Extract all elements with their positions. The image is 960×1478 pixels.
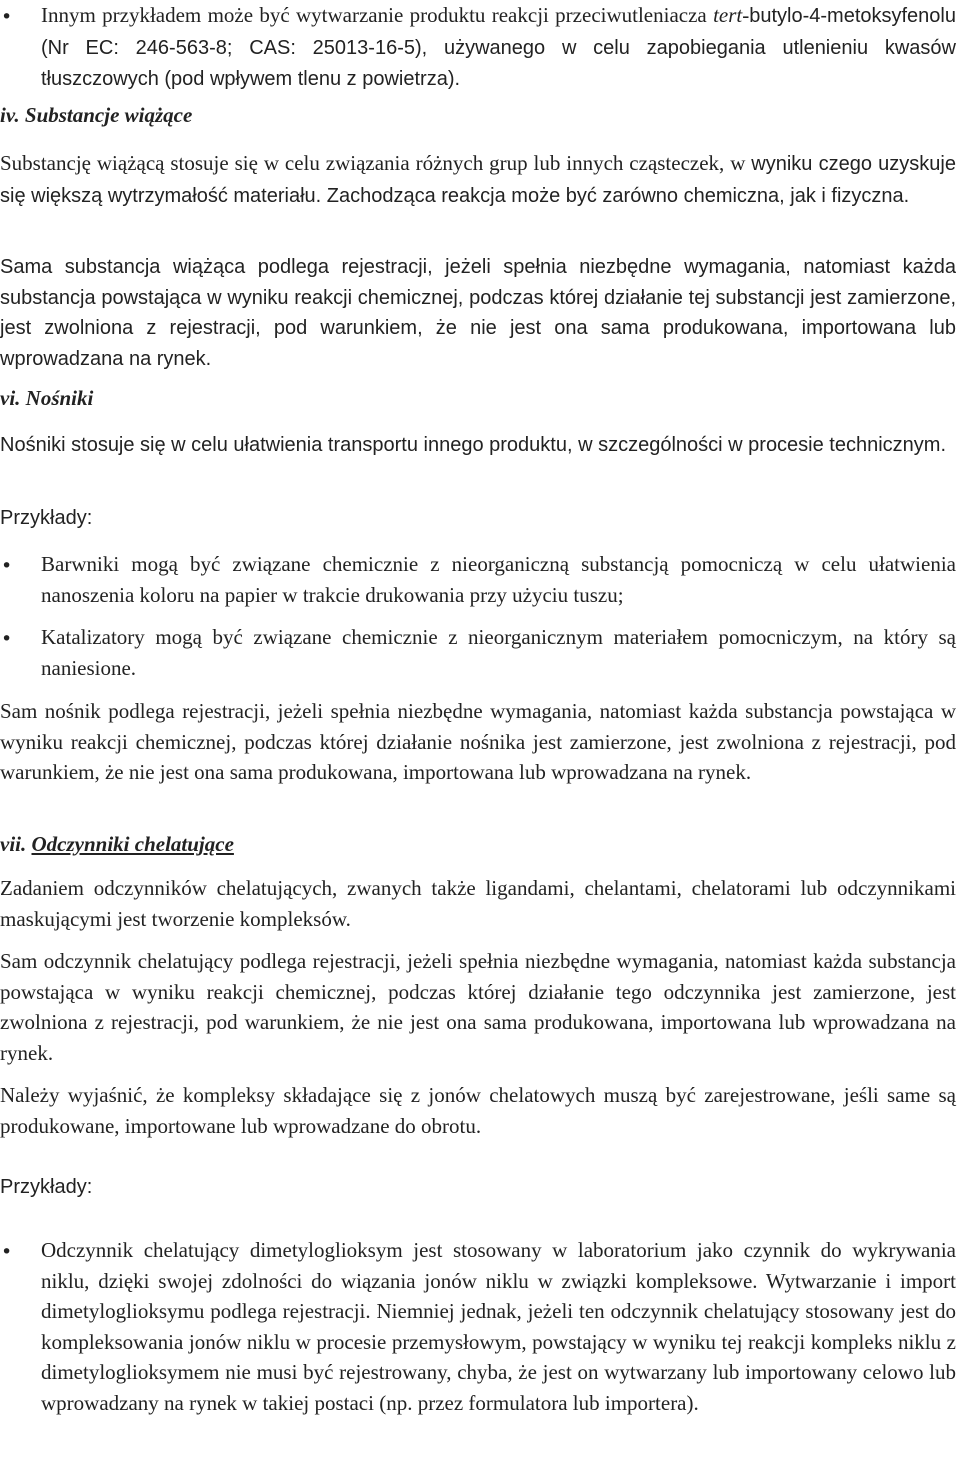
section-iv-paragraph-2: Sama substancja wiążąca podlega rejestracji, jeżeli spełnia niezbędne wymagania, natomiast każda substancja powstająca w wyniku reakcji chemicznej, podczas której działanie tej substancji jest zamierzone, jest zwolniona z rejestracji, pod warunkiem, że nie jest ona sama produkowana, importowana lub wprowadzana na rynek.: [0, 256, 956, 370]
bullet-marker: •: [1, 1241, 13, 1263]
section-vi-heading: [0, 383, 93, 414]
section-iv-heading: [0, 100, 192, 131]
bullet-text: Barwniki mogą być związane chemicznie z nieorganiczną substancją pomocniczą w celu ułatwienia nanoszenia koloru na papier w trakcie drukowania przy użyciu tuszu;: [41, 552, 956, 607]
section-vi-examples-label: Przykłady:: [0, 507, 93, 529]
section-iv-number: iv.: [0, 103, 20, 127]
section-vi-paragraph-2: Sam nośnik podlega rejestracji, jeżeli spełnia niezbędne wymagania, natomiast każda substancja powstająca w wyniku reakcji chemicznej, podczas której działanie nośnika jest zamierzone, jest zwolniona z rejestracji, pod warunkiem, że nie jest ona sama produkowana, importowana lub wprowadzana na rynek.: [0, 699, 956, 784]
section-vi-number: vi.: [0, 386, 21, 410]
bullet-marker: •: [1, 6, 13, 28]
section-vi-paragraph-1: Nośniki stosuje się w celu ułatwienia transportu innego produktu, w szczególności w procesie technicznym.: [0, 434, 947, 456]
section-vii-title: Odczynniki chelatujące: [31, 832, 234, 856]
bullet-text-italic: tert-: [713, 3, 750, 27]
bullet-text: [41, 0, 956, 95]
section-iv-para1-sans: wyniku czego uzyskuje się większą wytrzymałość materiału. Zachodząca reakcja może być zarówno chemiczna, jak i fizyczna.: [0, 153, 956, 207]
bullet-marker: •: [1, 555, 13, 577]
bullet-text: Katalizatory mogą być związane chemicznie z nieorganicznym materiałem pomocniczym, na który są naniesione.: [41, 625, 956, 680]
section-vii-paragraph-1: Zadaniem odczynników chelatujących, zwanych także ligandami, chelantami, chelatorami lub odczynnikami maskującymi jest tworzenie kompleksów.: [0, 876, 956, 931]
bullet-text: Odczynnik chelatujący dimetyloglioksym jest stosowany w laboratorium jako czynnik do wykrywania niklu, dzięki swojej zdolności do wiązania jonów niklu w związki kompleksowe. Wytwarzanie i import dimetyloglioksymu podlega rejestracji. Niemniej jednak, jeżeli ten odczynnik chelatujący stosowany jest do kompleksowania jonów niklu w procesie przemysłowym, powstający w wyniku tej reakcji kompleks niklu z dimetyloglioksymem nie musi być rejestrowany, chyba, że jest on wytwarzany lub importowany celowo lub wprowadzany na rynek w takiej postaci (np. przez formulatora lub importera).: [41, 1238, 956, 1415]
section-iv-title: Substancje wiążące: [24, 103, 193, 127]
bullet-text-part1: Innym przykładem może być wytwarzanie produktu reakcji przeciwutleniacza: [41, 3, 714, 27]
section-vi-bullet-1: [0, 549, 956, 610]
section-vii-examples-label: Przykłady:: [0, 1176, 93, 1198]
section-vii-bullet-1: [0, 1235, 956, 1418]
bullet-text-part2: butylo-4-metoksyfenolu (Nr EC: 246-563-8; CAS: 25013-16-5), używanego w celu zapobiegania utlenieniu kwasów tłuszczowych (pod wpływem tlenu z powietrza).: [41, 5, 956, 90]
section-iv-para1-serif: Substancję wiążącą stosuje się w celu związania różnych grup lub innych cząsteczek, w: [0, 151, 752, 175]
section-vii-paragraph-2: Sam odczynnik chelatujący podlega rejestracji, jeżeli spełnia niezbędne wymagania, natomiast każda substancja powstająca w wyniku reakcji chemicznej, podczas której działanie tego odczynnika jest zamierzone, jest zwolniona z rejestracji, pod warunkiem, że nie jest ona sama produkowana, importowana lub wprowadzana na rynek.: [0, 949, 956, 1065]
bullet-item-antioxidant: [0, 0, 956, 95]
section-vii-number: vii.: [0, 832, 27, 856]
section-iv-paragraph-1: [0, 148, 956, 211]
section-vii-heading: [0, 829, 234, 860]
bullet-marker: •: [1, 628, 13, 650]
section-vi-title: Nośniki: [25, 386, 94, 410]
section-vii-paragraph-3: Należy wyjaśnić, że kompleksy składające się z jonów chelatowych muszą być zarejestrowane, jeśli same są produkowane, importowane lub wprowadzane do obrotu.: [0, 1083, 956, 1138]
section-vi-bullet-2: [0, 622, 956, 683]
